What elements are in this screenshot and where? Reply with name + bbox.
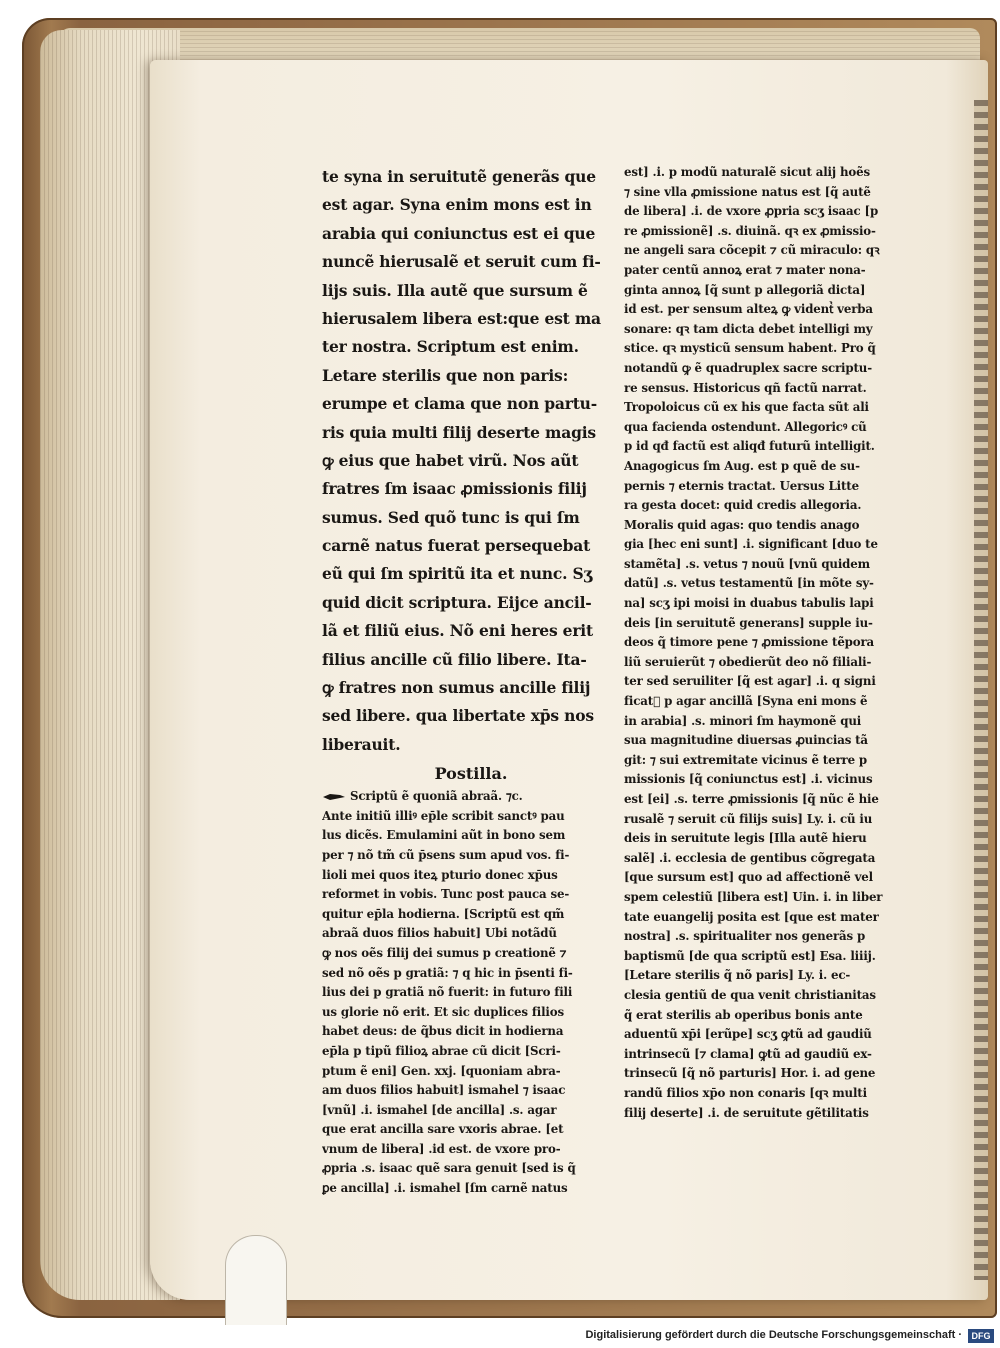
gloss-line: ꝙ nos oẽs filij dei sumus p creationẽ ⁊ (322, 945, 567, 960)
gloss-line: rusalẽ ⁊ seruit cũ filijs suis] Ly. i. cũ iu (624, 811, 873, 826)
gloss-line: Tropoloicus cũ ex his que facta sũt ali (624, 400, 869, 415)
gloss-line: p id qđ factũ est aliqđ futurũ intelligit. (624, 439, 875, 454)
gloss-line: trinsecũ [q̃ nõ parturis] Hor. i. ad gene (624, 1066, 876, 1081)
gloss-line: ⁊ sine vlla ꝓmissione natus est [q̃ autẽ (624, 184, 871, 199)
gloss-line: in arabia] .s. minori ſm haymonẽ qui (624, 713, 862, 728)
gloss-line: ter sed seruiliter [q̃ est agar] .i. q signi (624, 674, 876, 689)
text-line: ris quia multi filij deserte magis (322, 422, 596, 442)
text-line: ter nostra. Scriptum est enim. (322, 337, 579, 357)
text-line: Letare sterilis que non paris: (322, 365, 569, 385)
gloss-line: liũ seruierũt ⁊ obedierũt deo nõ filiali- (624, 654, 872, 669)
text-line: carnẽ natus fuerat persequebat (322, 536, 591, 556)
text-line: liberauit. (322, 734, 401, 754)
gloss-line: deis in seruitute legis [Illa autẽ hieru (624, 831, 867, 846)
postilla-gloss-block (322, 787, 620, 1198)
gloss-line: q̃ erat sterilis ab operibus bonis ante (624, 1007, 863, 1022)
text-line: sed libere. qua libertate xp̄s nos (322, 706, 594, 726)
gloss-line: notandũ ꝙ ẽ quadruplex sacre scriptu- (624, 360, 872, 375)
right-column (624, 163, 936, 1123)
gloss-line: ptum ẽ eni] Gen. xxj. [quoniam abra- (322, 1063, 561, 1078)
gloss-line: sed nõ oẽs p gratiã: ⁊ q hic in p̄senti fi- (322, 965, 573, 980)
scan-holder-clip (225, 1235, 287, 1325)
gloss-line-text: Scriptũ ẽ quoniã abraã. ⁊c. (350, 789, 523, 804)
gloss-line: am duos filios habuit] ismahel ⁊ isaac (322, 1083, 566, 1098)
gloss-line: filij deserte] .i. de seruitute gẽtilitatis (624, 1105, 869, 1120)
gloss-line: ꝓpria .s. isaac quẽ sara genuit [sed is q̃ (322, 1161, 576, 1176)
gloss-line: tate euangelij posita est [que est mater (624, 909, 879, 924)
text-line: est agar. Syna enim mons est in (322, 195, 592, 215)
text-line: filius ancille cũ filio libere. Ita- (322, 649, 587, 669)
pointing-hand-icon (322, 791, 346, 803)
gloss-line: randũ filios xp̄o non conaris [qꝛ multi (624, 1085, 867, 1100)
gloss-line: stamẽta] .s. vetus ⁊ nouũ [vnũ quidem (624, 556, 870, 571)
gloss-line: est [ei] .s. terre ꝓmissionis [q̃ nũc ẽ hie (624, 792, 879, 806)
gloss-line: abraã duos filios habuit] Ubi notãdũ (322, 926, 557, 941)
main-text-block (322, 163, 620, 759)
footer-bar (0, 1325, 1000, 1348)
digitization-credit: Digitalisierung gefördert durch die Deutsche Forschungsgemeinschaft · (585, 1329, 962, 1341)
gloss-line: clesia gentiũ de qua venit christianitas (624, 987, 876, 1002)
gloss-line: per ⁊ nõ tm̃ cũ p̄sens sum apud vos. fi- (322, 847, 570, 862)
gloss-line: lius dei p gratiã nõ fuerit: in futuro fili (322, 985, 573, 1000)
gloss-line: aduentũ xp̄i [erũpe] scʒ ꝙtũ ad gaudiũ (624, 1027, 872, 1042)
gloss-line (322, 787, 620, 807)
gloss-line: reformet in vobis. Tunc post pauca se- (322, 887, 570, 902)
gloss-line: ra gesta docet: quid credis allegoria. (624, 498, 862, 513)
text-line: lã et filiũ eius. Nõ eni heres erit (322, 621, 593, 641)
gloss-line: Ante initiũ illiꝰ ep̄le scribit sanctꝰ pau (322, 808, 565, 823)
gloss-line: [vnũ] .i. ismahel [de ancilla] .s. agar (322, 1102, 557, 1117)
text-line: lijs suis. Illa autẽ que sursum ẽ (322, 280, 588, 300)
gloss-line: datũ] .s. vetus testamentũ [in mõte sy- (624, 576, 874, 591)
gloss-line: habet deus: de q̃bus dicit in hodierna (322, 1024, 564, 1039)
left-column (322, 163, 620, 1199)
text-line: ꝙ fratres non sumus ancille filij (322, 678, 591, 698)
gloss-line: pater centũ annoꝝ erat ⁊ mater nona- (624, 262, 866, 277)
gloss-line: vnum de libera] .id est. de vxore pro- (322, 1141, 561, 1156)
gloss-line: id est. per sensum alteꝝ ꝙ videntᷣ verba (624, 302, 873, 317)
gloss-line: salẽ] .i. ecclesia de gentibus cõgregata (624, 850, 876, 865)
gloss-line: ꝑe ancilla] .i. ismahel [ſm carnẽ natus (322, 1181, 568, 1196)
gloss-line: deos q̃ timore pene ⁊ ꝓmissione tẽpora (624, 635, 875, 650)
dfg-logo: DFG (968, 1329, 994, 1343)
gloss-line: re sensus. Historicus qñ factũ narrat. (624, 380, 867, 395)
gloss-line: [Letare sterilis q̃ nõ paris] Ly. i. ec- (624, 968, 851, 983)
gloss-line: spem celestiũ [libera est] Uin. i. in liber (624, 889, 883, 904)
text-line: sumus. Sed quõ tunc is qui ſm (322, 507, 580, 527)
text-line: arabia qui coniunctus est ei que (322, 223, 596, 243)
gloss-line: ginta annoꝝ [q̃ sunt p allegoriã dicta] (624, 282, 866, 297)
text-line: erumpe et clama que non partu- (322, 394, 597, 414)
text-line: hierusalem libera est:que est ma (322, 308, 601, 328)
gloss-line: est] .i. p modũ naturalẽ sicut alij hoẽs (624, 165, 870, 179)
gloss-line: na] scʒ ipi moisi in duabus tabulis lapi (624, 596, 874, 611)
gloss-line: de libera] .i. de vxore ꝓpria scʒ isaac [p (624, 204, 879, 219)
binding-gutter (974, 100, 988, 1280)
text-line: eũ qui ſm spiritũ ita et nunc. Sʒ (322, 564, 593, 584)
text-line: fratres ſm isaac ꝓmissionis filij (322, 479, 587, 499)
gloss-line: lioli mei quos iteꝝ pturio donec xp̄us (322, 867, 558, 882)
gloss-line: git: ⁊ sui extremitate vicinus ẽ terre p (624, 752, 868, 767)
gloss-line: pernis ⁊ eternis tractat. Uersus Litte (624, 478, 859, 493)
gloss-line: ep̄la p tipũ filioꝝ abrae cũ dicit [Scri- (322, 1043, 561, 1058)
gloss-line: nostra] .s. spiritualiter nos generãs p (624, 929, 866, 944)
text-line: te syna in seruitutẽ generãs que (322, 167, 596, 186)
gloss-line: Anagogicus ſm Aug. est p quẽ de su- (624, 458, 860, 473)
gloss-line: baptismũ [de qua scriptũ est] Esa. liiij. (624, 948, 876, 963)
gloss-line: Moralis quid agas: quo tendis anago (624, 517, 860, 532)
gloss-line: sonare: qꝛ tam dicta debet intelligi my (624, 321, 873, 336)
gloss-line: que erat ancilla sare vxoris abrae. [et (322, 1122, 564, 1137)
text-line: ꝙ eius que habet virũ. Nos aũt (322, 450, 579, 470)
gloss-line: us glorie nõ erit. Et sic duplices filios (322, 1004, 564, 1019)
gloss-line: ficatᷣ p agar ancillã [Syna eni mons ẽ (624, 694, 868, 709)
postilla-heading: Postilla. (434, 764, 508, 784)
gloss-line: intrinsecũ [⁊ clama] ꝙtũ ad gaudiũ ex- (624, 1046, 872, 1061)
text-line: quid dicit scriptura. Eijce ancil- (322, 592, 592, 612)
gloss-line: qua facienda ostendunt. Allegoricꝰ cũ (624, 419, 867, 434)
gloss-line: [que sursum est] quo ad affectionẽ vel (624, 870, 873, 885)
commentary-gloss-block (624, 163, 936, 1123)
gloss-line: missionis [q̃ coniunctus est] .i. vicinus (624, 772, 873, 787)
gloss-line: ne angeli sara cõcepit ⁊ cũ miraculo: qꝛ (624, 243, 880, 258)
gloss-line: quitur ep̄la hodierna. [Scriptũ est qm̃ (322, 906, 565, 921)
gloss-line: gia [hec eni sunt] .i. significant [duo te (624, 537, 878, 552)
gloss-line: stice. qꝛ mysticũ sensum habent. Pro q̃ (624, 341, 876, 356)
text-line: nuncẽ hierusalẽ et seruit cum fi- (322, 252, 601, 272)
gloss-line: re ꝓmissionẽ] .s. diuinã. qꝛ ex ꝓmissio- (624, 223, 876, 238)
gloss-line: lus dicẽs. Emulamini aũt in bono sem (322, 828, 566, 843)
gloss-line: deis [in seruitutẽ generans] supple iu- (624, 615, 873, 630)
gloss-line: sua magnitudine diuersas ꝓuincias tã (624, 733, 868, 748)
